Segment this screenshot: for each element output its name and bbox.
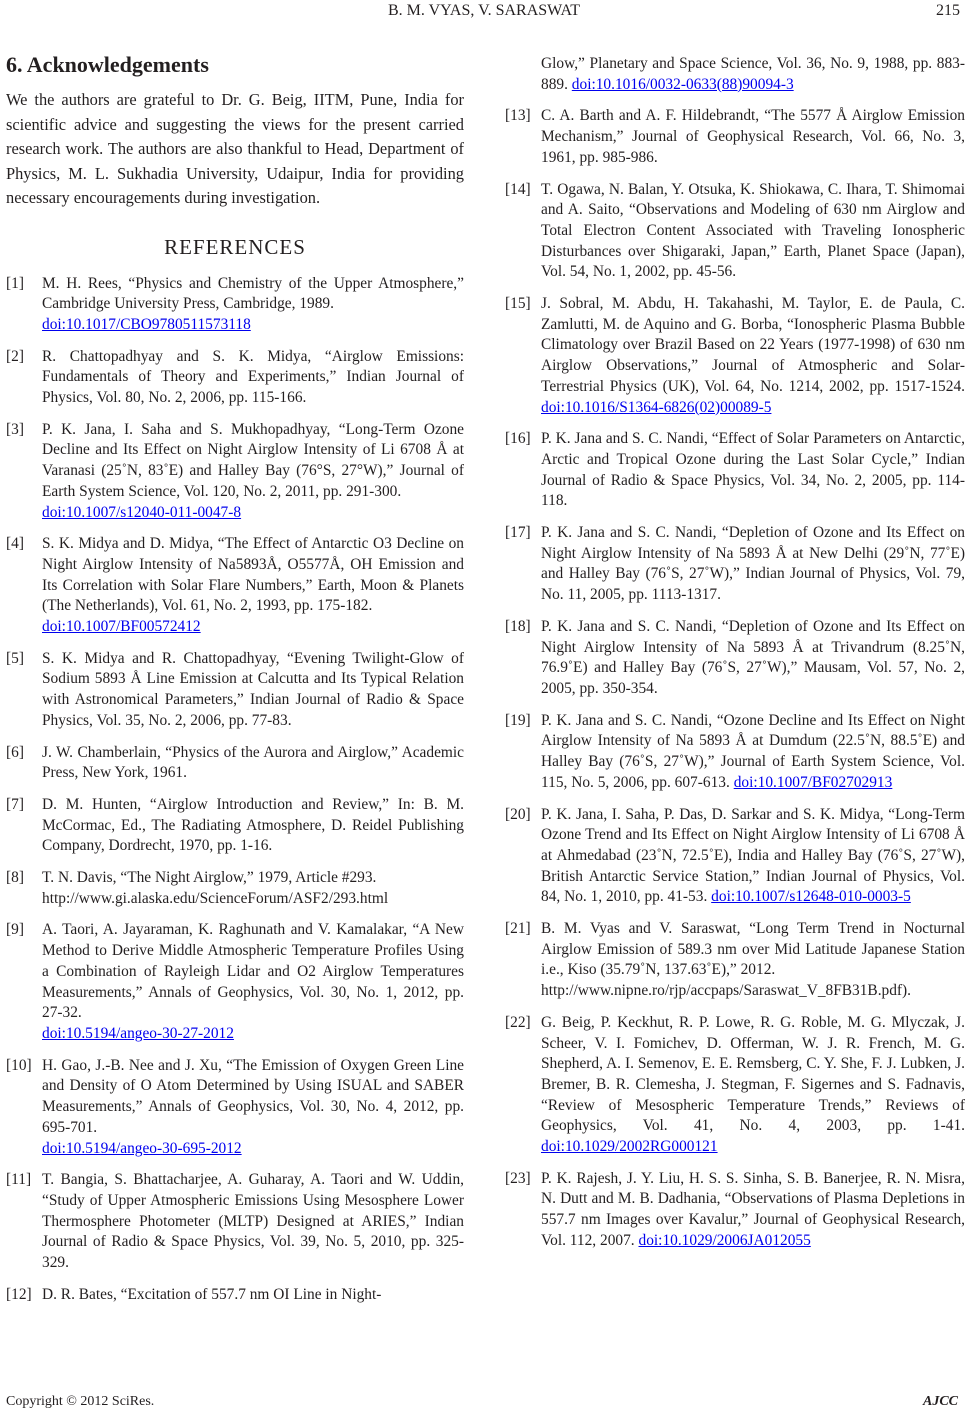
reference-item bbox=[505, 1169, 965, 1252]
reference-text: P. K. Jana, I. Saha and S. Mukhopadhyay, “Long-Term Ozone Decline and Its Effect on Night Airglow Intensity of Li 6708 Å at Varanasi (25˚N, 83˚E) and Halley Bay (76°S, 27°W),” Journal of Earth System Science, Vol. 120, No. 2, 2011, pp. 291-300. bbox=[42, 420, 464, 500]
reference-text: T. Ogawa, N. Balan, Y. Otsuka, K. Shiokawa, C. Ihara, T. Shimomai and A. Saito, “Observations and Modeling of 630 nm Airglow and Total Electron Content Associated with Traveling Ionospheric Disturbances over Shigaraki, Japan,” Earth, Planet Space (Japan), Vol. 54, No. 1, 2002, pp. 45-56. bbox=[541, 180, 965, 281]
reference-item bbox=[6, 420, 464, 524]
reference-item bbox=[505, 617, 965, 700]
reference-item bbox=[6, 743, 464, 784]
reference-item bbox=[6, 649, 464, 732]
acknowledgements-heading: 6. Acknowledgements bbox=[6, 52, 209, 77]
reference-number: [5] bbox=[6, 649, 24, 667]
reference-item bbox=[505, 1013, 965, 1158]
reference-item bbox=[505, 711, 965, 794]
reference-item bbox=[6, 795, 464, 857]
reference-item bbox=[6, 1056, 464, 1160]
reference-text: G. Beig, P. Keckhut, R. P. Lowe, R. G. Roble, M. G. Mlyczak, J. Scheer, V. I. Fomichev, D. Offerman, W. J. R. French, M. G. Shepherd, A. I. Semenov, E. E. Remsberg, C. Y. She, F. J. Lubken, J. Bremer, B. R. Clemesha, J. Stegman, F. Sigernes and S. Fadnavis, “Review of Mesospheric Temperature Trends,” Reviews of Geophysics, Vol. 41, No. 4, 2003, pp. 1-41. bbox=[541, 1013, 965, 1135]
reference-item bbox=[6, 920, 464, 1044]
reference-number: [9] bbox=[6, 921, 24, 939]
reference-item bbox=[505, 429, 965, 512]
reference-item bbox=[505, 106, 965, 168]
reference-number: [10] bbox=[6, 1056, 32, 1074]
reference-doi-link[interactable]: doi:10.1017/CBO9780511573118 bbox=[42, 315, 251, 333]
reference-url: http://www.gi.alaska.edu/ScienceForum/ASF2/293.html bbox=[42, 889, 389, 907]
reference-number: [21] bbox=[505, 920, 531, 938]
reference-text: S. K. Midya and R. Chattopadhyay, “Evening Twilight-Glow of Sodium 5893 Å Line Emission at Calcutta and Its Typical Relation with Astronomical Parameters,” Indian Journal of Radio & Space Physics, Vol. 35, No. 2, 2006, pp. 77-83. bbox=[42, 649, 464, 729]
reference-text: J. Sobral, M. Abdu, H. Takahashi, M. Taylor, E. de Paula, C. Zamlutti, M. de Aquino and G. Borba, “Ionospheric Plasma Bubble Climatology over Brazil Based on 22 Years (1977-1998) of 630 nm Airglow Observations,” Journal of Atmospheric and Solar-Terrestrial Physics (UK), Vol. 64, No. 1214, 2002, pp. 1517-1524. bbox=[541, 295, 965, 395]
copyright-notice: Copyright © 2012 SciRes. bbox=[6, 1394, 155, 1409]
reference-text: M. H. Rees, “Physics and Chemistry of the Upper Atmosphere,” Cambridge University Press, Cambridge, 1989. bbox=[42, 274, 464, 313]
reference-item bbox=[505, 919, 965, 1002]
reference-number: [19] bbox=[505, 711, 531, 729]
reference-doi-link[interactable]: doi:10.1007/s12040-011-0047-8 bbox=[42, 503, 242, 521]
reference-item bbox=[6, 347, 464, 409]
reference-doi-link[interactable]: doi:10.5194/angeo-30-695-2012 bbox=[42, 1139, 242, 1157]
reference-url: http://www.nipne.ro/rjp/accpaps/Saraswat_V_8FB31B.pdf). bbox=[541, 982, 912, 1000]
reference-number: [13] bbox=[505, 107, 531, 125]
reference-list-left bbox=[6, 274, 464, 1306]
reference-doi-link[interactable]: doi:10.1007/BF00572412 bbox=[42, 618, 201, 636]
reference-item bbox=[505, 523, 965, 606]
reference-number: [18] bbox=[505, 617, 531, 635]
reference-text: C. A. Barth and A. F. Hildebrandt, “The 5577 Å Airglow Emission Mechanism,” Journal of Geophysical Research, Vol. 66, No. 3, 1961, pp. 985-986. bbox=[541, 107, 965, 166]
reference-text: B. M. Vyas and V. Saraswat, “Long Term Trend in Nocturnal Airglow Emission of 589.3 nm over Mid Latitude Japanese Station i.e., Kiso (35.79˚N, 137.63˚E),” 2012. bbox=[541, 920, 965, 979]
reference-text: S. K. Midya and D. Midya, “The Effect of Antarctic O3 Decline on Night Airglow Intensity of Na5893Å, O5577Å, OH Emission and Its Correlation with Solar Flare Numbers,” Earth, Moon & Planets (The Netherlands), Vol. 61, No. 2, 1993, pp. 175-182. bbox=[42, 535, 464, 615]
acknowledgements-text: We the authors are grateful to Dr. G. Beig, IITM, Pune, India for scientific advice and suggesting the views for the present carried research work. The authors are also thankful to Head, Department of Physics, M. L. Sukhadia University, Udaipur, India for providing necessary encouragements during investigation. bbox=[6, 90, 464, 207]
reference-number: [17] bbox=[505, 524, 531, 542]
reference-text: T. N. Davis, “The Night Airglow,” 1979, Article #293. bbox=[42, 869, 377, 887]
reference-item bbox=[6, 1285, 464, 1306]
reference-number: [4] bbox=[6, 535, 24, 553]
reference-text: P. K. Jana, I. Saha, P. Das, D. Sarkar and S. K. Midya, “Long-Term Ozone Trend and Its Effect on Night Airglow Intensity of Li 6708 Å at Ahmedabad (23˚N, 72.5˚E), India and Halley Bay (76˚S, 27˚W), British Antarctic Service Station,” Indian Journal of Physics, Vol. 84, No. 1, 2010, pp. 41-53. bbox=[541, 805, 965, 906]
reference-number: [2] bbox=[6, 347, 24, 365]
reference-number: [16] bbox=[505, 430, 531, 448]
reference-number: [14] bbox=[505, 180, 531, 198]
reference-doi-link[interactable]: doi:10.1029/2006JA012055 bbox=[638, 1231, 811, 1249]
journal-abbrev: AJCC bbox=[922, 1394, 958, 1409]
reference-item bbox=[505, 180, 965, 284]
reference-text: H. Gao, J.-B. Nee and J. Xu, “The Emission of Oxygen Green Line and Density of O Atom Determined by Using ISUAL and SABER Measurements,” Annals of Geophysics, Vol. 30, No. 4, 2012, pp. 695-701. bbox=[42, 1056, 464, 1136]
reference-text: J. W. Chamberlain, “Physics of the Aurora and Airglow,” Academic Press, New York, 1961. bbox=[42, 743, 464, 782]
reference-doi-link[interactable]: doi:10.5194/angeo-30-27-2012 bbox=[42, 1025, 234, 1042]
reference-number: [12] bbox=[6, 1285, 32, 1303]
reference-item bbox=[6, 1170, 464, 1274]
reference-item bbox=[6, 274, 464, 336]
reference-text: P. K. Rajesh, J. Y. Liu, H. S. S. Sinha, S. B. Banerjee, R. N. Misra, N. Dutt and M. B. Dadhania, “Observations of Plasma Depletions in 557.7 nm Images over Kavalur,” Journal of Geophysical Research, Vol. 112, 2007. bbox=[541, 1169, 965, 1249]
reference-text: P. K. Jana and S. C. Nandi, “Effect of Solar Parameters on Antarctic, Arctic and Tropical Ozone during the Last Solar Cycle,” Indian Journal of Radio & Space Physics, Vol. 34, No. 2, 2005, pp. 114-118. bbox=[541, 430, 965, 510]
reference-number: [3] bbox=[6, 420, 24, 438]
reference-item bbox=[505, 54, 965, 95]
reference-doi-link[interactable]: doi:10.1029/2002RG000121 bbox=[541, 1138, 718, 1156]
reference-text: A. Taori, A. Jayaraman, K. Raghunath and V. Kamalakar, “A New Method to Derive Middle Atmospheric Temperature Profiles Using a Combination of Rayleigh Lidar and O2 Airglow Temperatures Measurements,” Annals of Geophysics, Vol. 30, No. 1, 2012, pp. 27-32. bbox=[42, 921, 464, 1022]
reference-text: D. R. Bates, “Excitation of 557.7 nm OI Line in Night- bbox=[42, 1285, 382, 1303]
reference-number: [7] bbox=[6, 795, 24, 813]
reference-list-right bbox=[505, 54, 965, 1252]
page-number: 215 bbox=[936, 2, 960, 19]
reference-item bbox=[505, 805, 965, 909]
reference-text: D. M. Hunten, “Airglow Introduction and Review,” In: B. M. McCormac, Ed., The Radiating Atmosphere, D. Reidel Publishing Company, Dordrecht, 1970, pp. 1-16. bbox=[42, 795, 464, 855]
reference-item bbox=[6, 868, 464, 909]
reference-number: [6] bbox=[6, 743, 24, 761]
reference-number: [20] bbox=[505, 805, 531, 823]
references-heading: REFERENCES bbox=[164, 234, 306, 259]
footer-divider bbox=[6, 1390, 962, 1391]
reference-doi-link[interactable]: doi:10.1016/0032-0633(88)90094-3 bbox=[571, 75, 794, 93]
reference-text: P. K. Jana and S. C. Nandi, “Depletion of Ozone and Its Effect on Night Airglow Intensity of Na 5893 Å at New Delhi (29˚N, 77˚E) and Halley Bay (76˚S, 27˚W),” Indian Journal of Physics, Vol. 79, No. 11, 2005, pp. 1113-1317. bbox=[541, 524, 965, 604]
reference-item bbox=[505, 294, 965, 418]
reference-text: R. Chattopadhyay and S. K. Midya, “Airglow Emissions: Fundamentals of Theory and Experiments,” Indian Journal of Physics, Vol. 80, No. 2, 2006, pp. 115-166. bbox=[42, 347, 464, 407]
reference-doi-link[interactable]: doi:10.1007/s12648-010-0003-5 bbox=[711, 888, 911, 906]
reference-text: P. K. Jana and S. C. Nandi, “Ozone Decline and Its Effect on Night Airglow Intensity of Na 5893 Å at Dumdum (22.5˚N, 88.5˚E) and Halley Bay (76˚S, 27˚W),” Journal of Earth System Science, Vol. 115, No. 5, 2006, pp. 607-613. bbox=[541, 711, 965, 791]
reference-number: [15] bbox=[505, 295, 531, 313]
reference-doi-link[interactable]: doi:10.1016/S1364-6826(02)00089-5 bbox=[541, 398, 772, 416]
running-header: B. M. VYAS, V. SARASWAT bbox=[387, 2, 581, 19]
reference-number: [8] bbox=[6, 869, 24, 887]
reference-number: [11] bbox=[6, 1171, 32, 1189]
reference-text: T. Bangia, S. Bhattacharjee, A. Guharay, A. Taori and W. Uddin, “Study of Upper Atmospheric Emissions Using Mesosphere Lower Thermosphere Photometer (MLTP) Designed at ARIES,” Indian Journal of Radio & Space Physics, Vol. 39, No. 5, 2010, pp. 325-329. bbox=[42, 1171, 464, 1272]
reference-doi-link[interactable]: doi:10.1007/BF02702913 bbox=[733, 773, 893, 791]
right-column bbox=[505, 54, 965, 1263]
reference-text: Glow,” Planetary and Space Science, Vol. 36, No. 9, 1988, pp. 883-889. bbox=[541, 55, 965, 93]
reference-number: [1] bbox=[6, 274, 24, 292]
reference-text: P. K. Jana and S. C. Nandi, “Depletion of Ozone and Its Effect on Night Airglow Intensity of Na 5893 Å at Trivandrum (8.25˚N, 76.9˚E) and Halley Bay (76˚S, 27˚W),” Mausam, Vol. 57, No. 2, 2005, pp. 350-354. bbox=[541, 617, 965, 697]
reference-number: [22] bbox=[505, 1013, 531, 1031]
left-column bbox=[6, 52, 464, 1316]
reference-item bbox=[6, 534, 464, 638]
reference-number: [23] bbox=[505, 1169, 531, 1187]
